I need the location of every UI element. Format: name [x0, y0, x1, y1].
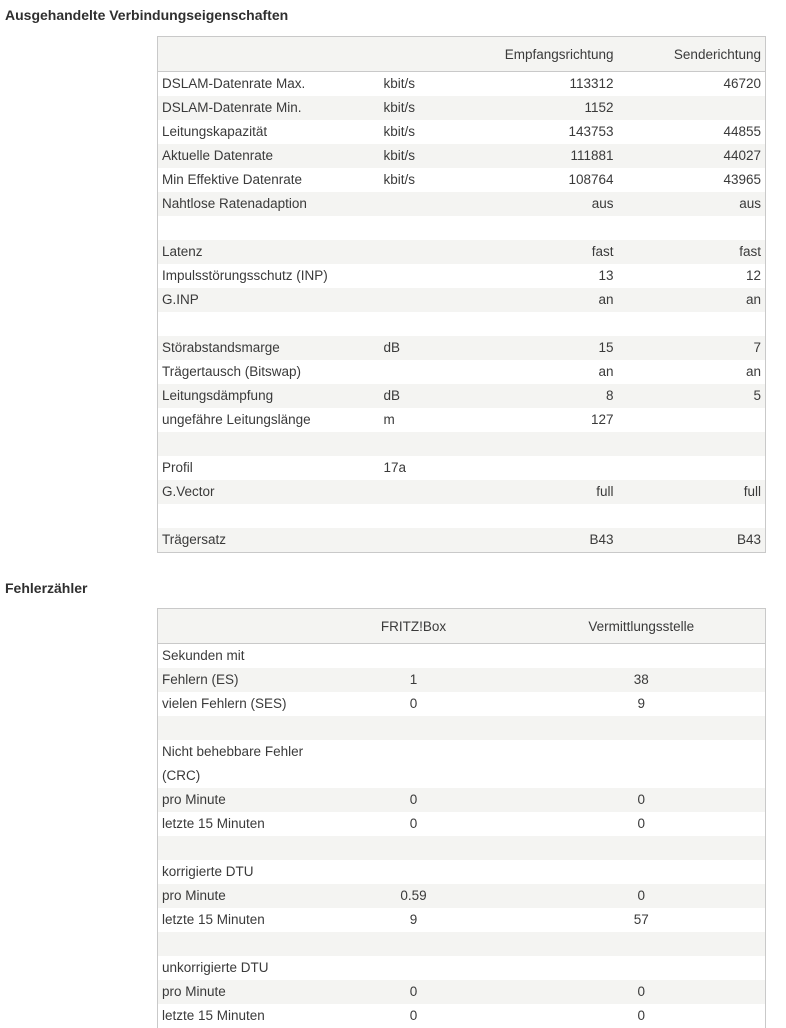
table-row: [158, 360, 766, 384]
row-label: [158, 312, 380, 336]
connection-properties-title: Ausgehandelte Verbindungseigenschaften: [5, 7, 289, 23]
error-counter-title: Fehlerzähler: [5, 580, 88, 596]
row-downstream-value: 1152: [584, 100, 614, 115]
row-upstream-value: [618, 408, 766, 432]
row-label: Störabstandsmarge: [162, 340, 280, 355]
row-downstream-value: 8: [605, 388, 614, 403]
row-downstream-value: an: [598, 364, 614, 379]
row-upstream-value: [618, 456, 766, 480]
row-exchange-value: 0: [637, 816, 645, 831]
table-row: [158, 884, 766, 908]
row-label: Fehlern (ES): [162, 672, 239, 687]
row-downstream-value: aus: [591, 196, 614, 211]
row-label: korrigierte DTU: [162, 864, 254, 879]
row-label: Nicht behebbare Fehler (CRC): [162, 744, 304, 783]
spacer-row: [158, 312, 766, 336]
row-label: [158, 432, 380, 456]
row-fritzbox-value: [310, 956, 518, 980]
row-upstream-value: [618, 504, 766, 528]
row-upstream-value: aus: [739, 196, 761, 211]
row-fritzbox-value: [310, 644, 518, 669]
table-row: [158, 860, 766, 884]
row-label: [158, 716, 310, 740]
header-exchange: Vermittlungsstelle: [518, 609, 766, 644]
table-row: [158, 956, 766, 980]
row-fritzbox-value: [310, 716, 518, 740]
row-exchange-value: 38: [633, 672, 649, 687]
row-upstream-value: 5: [753, 388, 761, 403]
row-downstream-value: fast: [591, 244, 614, 259]
table-row: [158, 980, 766, 1004]
row-upstream-value: [618, 96, 766, 120]
row-label: G.Vector: [162, 484, 215, 499]
row-upstream-value: [618, 216, 766, 240]
row-downstream-value: 15: [598, 340, 614, 355]
row-downstream-value: full: [596, 484, 614, 499]
table-row: [158, 480, 766, 504]
table-row: [158, 192, 766, 216]
row-fritzbox-value: 9: [409, 912, 418, 927]
table-row: [158, 144, 766, 168]
row-label: [158, 216, 380, 240]
row-exchange-value: [518, 932, 766, 956]
row-upstream-value: 46720: [723, 76, 761, 91]
row-unit: [380, 504, 470, 528]
row-exchange-value: [518, 860, 766, 884]
row-upstream-value: 12: [745, 268, 761, 283]
row-unit: [380, 480, 470, 504]
row-downstream-value: 143753: [568, 124, 614, 139]
connection-properties-table: [157, 36, 766, 553]
error-counter-table: [157, 608, 766, 1028]
spacer-row: [158, 216, 766, 240]
row-label: pro Minute: [162, 888, 226, 903]
row-label: vielen Fehlern (SES): [162, 696, 287, 711]
row-unit: [380, 528, 470, 553]
table-row: [158, 408, 766, 432]
row-label: G.INP: [162, 292, 199, 307]
row-fritzbox-value: 0: [409, 984, 418, 999]
table-row: [158, 812, 766, 836]
row-label: letzte 15 Minuten: [162, 912, 265, 927]
row-unit: [380, 216, 470, 240]
row-unit: dB: [383, 388, 401, 403]
table-row: [158, 120, 766, 144]
table-row: [158, 788, 766, 812]
table-row: [158, 644, 766, 669]
row-unit: kbit/s: [383, 124, 416, 139]
row-unit: [380, 288, 470, 312]
spacer-row: [158, 716, 766, 740]
spacer-row: [158, 504, 766, 528]
row-exchange-value: [518, 644, 766, 669]
row-exchange-value: 57: [633, 912, 649, 927]
row-label: Aktuelle Datenrate: [162, 148, 274, 163]
table-row: [158, 740, 766, 788]
row-exchange-value: 0: [637, 888, 645, 903]
row-fritzbox-value: [310, 740, 518, 788]
row-unit: [380, 240, 470, 264]
table-row: [158, 908, 766, 932]
row-downstream-value: B43: [589, 532, 614, 547]
row-unit: [380, 192, 470, 216]
row-downstream-value: 113312: [569, 76, 614, 91]
table-row: [158, 1004, 766, 1028]
table-row: [158, 456, 766, 480]
row-upstream-value: 7: [753, 340, 761, 355]
row-label: Trägersatz: [162, 532, 227, 547]
row-label: Leitungsdämpfung: [162, 388, 274, 403]
row-downstream-value: [470, 312, 618, 336]
header-downstream: Empfangsrichtung: [470, 37, 618, 72]
table-row: [158, 96, 766, 120]
table-row: [158, 72, 766, 97]
header-label: [158, 37, 380, 72]
row-exchange-value: [518, 956, 766, 980]
table-row: [158, 384, 766, 408]
row-unit: dB: [383, 340, 401, 355]
row-downstream-value: [470, 432, 618, 456]
row-downstream-value: [470, 456, 618, 480]
row-exchange-value: 0: [637, 792, 645, 807]
table-row: [158, 692, 766, 716]
row-fritzbox-value: 0: [409, 792, 418, 807]
row-upstream-value: 43965: [723, 172, 761, 187]
row-downstream-value: 108764: [568, 172, 614, 187]
row-unit: kbit/s: [383, 76, 416, 91]
row-label: Trägertausch (Bitswap): [162, 364, 302, 379]
row-label: unkorrigierte DTU: [162, 960, 269, 975]
row-label: letzte 15 Minuten: [162, 1008, 265, 1023]
row-downstream-value: [470, 216, 618, 240]
row-exchange-value: [518, 836, 766, 860]
row-upstream-value: full: [743, 484, 761, 499]
header-fritzbox: FRITZ!Box: [310, 609, 518, 644]
row-upstream-value: 44027: [723, 148, 761, 163]
row-exchange-value: [518, 716, 766, 740]
row-unit: [380, 264, 470, 288]
row-label: Nahtlose Ratenadaption: [162, 196, 307, 211]
header-label: [158, 609, 310, 644]
row-unit: 17a: [383, 460, 407, 475]
row-label: DSLAM-Datenrate Min.: [162, 100, 302, 115]
row-unit: [380, 432, 470, 456]
row-unit: [380, 360, 470, 384]
table-row: [158, 528, 766, 553]
row-label: pro Minute: [162, 984, 226, 999]
row-downstream-value: [470, 504, 618, 528]
row-label: pro Minute: [162, 792, 226, 807]
row-fritzbox-value: 0: [409, 1008, 418, 1023]
table-row: [158, 240, 766, 264]
row-label: Impulsstörungsschutz (INP): [162, 268, 328, 283]
row-upstream-value: [618, 432, 766, 456]
row-unit: kbit/s: [383, 148, 416, 163]
row-unit: m: [383, 412, 395, 427]
row-label: Latenz: [162, 244, 203, 259]
spacer-row: [158, 932, 766, 956]
row-fritzbox-value: 1: [409, 672, 418, 687]
row-unit: kbit/s: [383, 172, 416, 187]
row-label: [158, 504, 380, 528]
row-upstream-value: B43: [736, 532, 761, 547]
spacer-row: [158, 432, 766, 456]
row-label: [158, 932, 310, 956]
row-fritzbox-value: 0: [409, 696, 418, 711]
row-unit: [380, 312, 470, 336]
row-fritzbox-value: 0.59: [400, 888, 427, 903]
row-downstream-value: 111881: [570, 148, 614, 163]
table-header-row: [158, 37, 766, 72]
row-label: Sekunden mit: [162, 648, 245, 663]
row-label: [158, 836, 310, 860]
header-upstream: Senderichtung: [618, 37, 766, 72]
row-label: letzte 15 Minuten: [162, 816, 265, 831]
row-fritzbox-value: [310, 836, 518, 860]
row-fritzbox-value: [310, 860, 518, 884]
header-unit: [380, 37, 470, 72]
row-label: Profil: [162, 460, 193, 475]
row-label: Min Effektive Datenrate: [162, 172, 303, 187]
table-row: [158, 264, 766, 288]
row-upstream-value: an: [745, 292, 761, 307]
row-fritzbox-value: 0: [409, 816, 418, 831]
row-label: ungefähre Leitungslänge: [162, 412, 311, 427]
row-downstream-value: an: [598, 292, 614, 307]
row-unit: kbit/s: [383, 100, 416, 115]
table-row: [158, 668, 766, 692]
row-upstream-value: [618, 312, 766, 336]
table-header-row: [158, 609, 766, 644]
table-row: [158, 288, 766, 312]
row-upstream-value: an: [745, 364, 761, 379]
row-downstream-value: 13: [598, 268, 614, 283]
table-row: [158, 336, 766, 360]
row-exchange-value: 0: [637, 984, 645, 999]
row-exchange-value: [518, 740, 766, 788]
row-upstream-value: fast: [739, 244, 761, 259]
row-upstream-value: 44855: [723, 124, 761, 139]
row-exchange-value: 0: [637, 1008, 645, 1023]
row-fritzbox-value: [310, 932, 518, 956]
row-exchange-value: 9: [637, 696, 645, 711]
row-downstream-value: 127: [590, 412, 614, 427]
row-label: Leitungskapazität: [162, 124, 268, 139]
table-row: [158, 168, 766, 192]
row-label: DSLAM-Datenrate Max.: [162, 76, 306, 91]
spacer-row: [158, 836, 766, 860]
